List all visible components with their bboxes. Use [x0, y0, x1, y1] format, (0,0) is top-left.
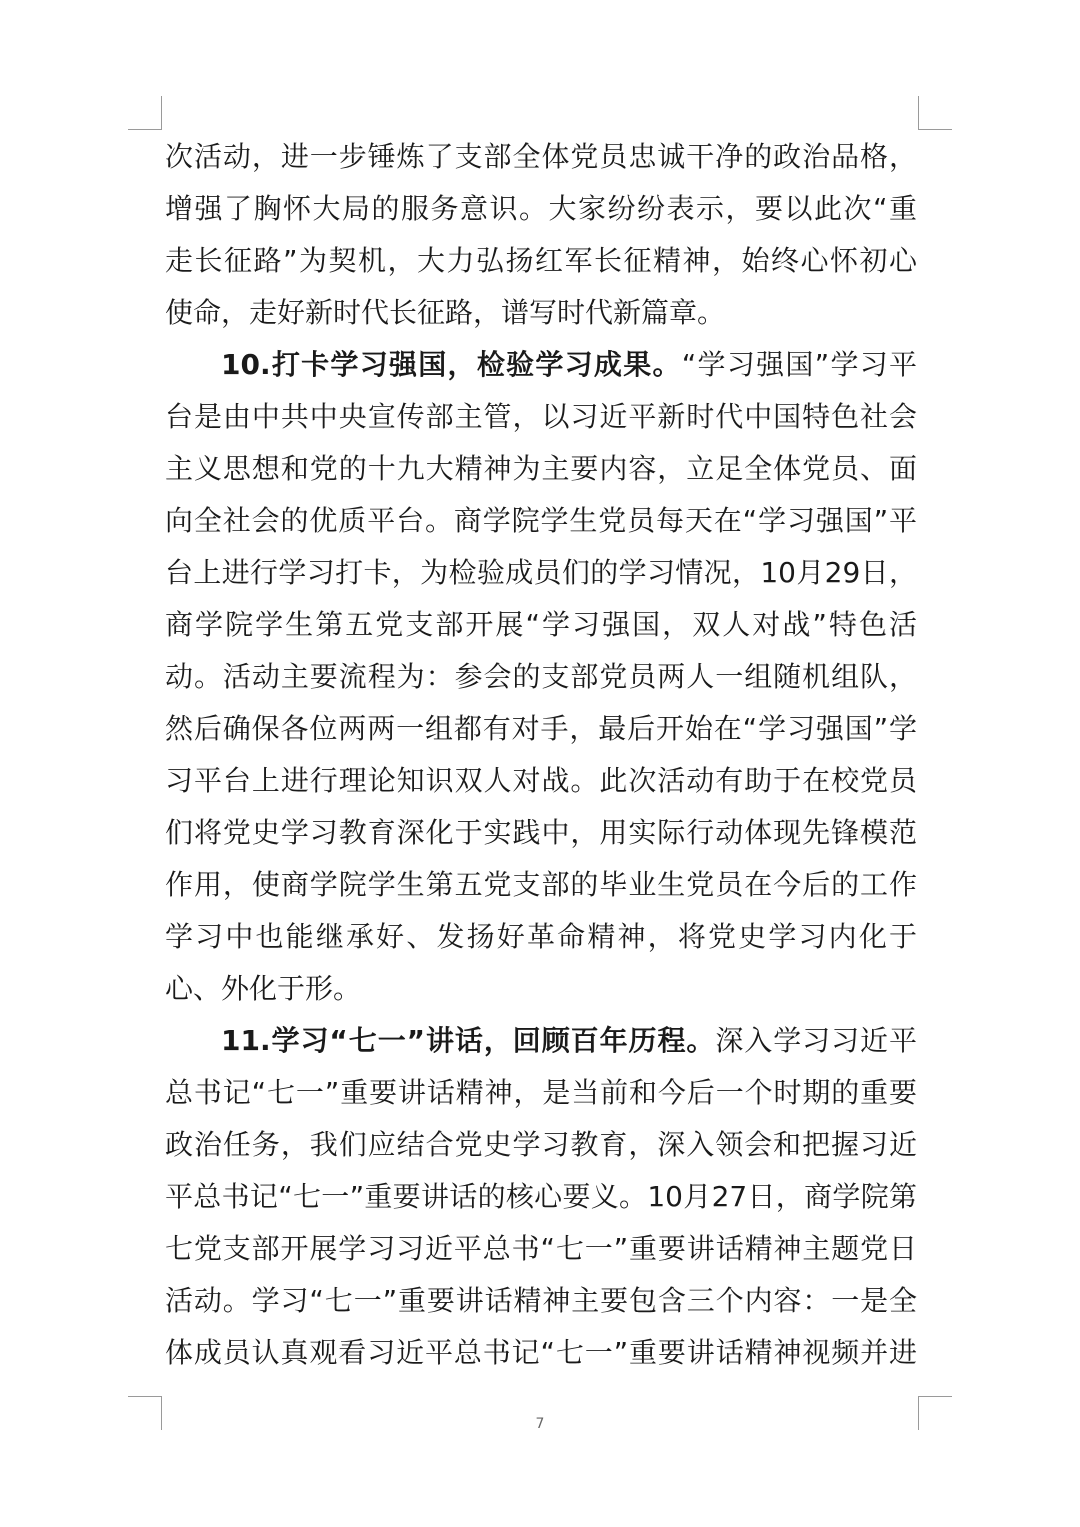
text-line: 们将党史学习教育深化于实践中，用实际行动体现先锋模范 — [165, 816, 917, 849]
text-line: 总书记“七一”重要讲话精神，是当前和今后一个时期的重要 — [165, 1076, 917, 1109]
text-line: 商学院学生第五党支部开展“学习强国，双人对战”特色活 — [165, 608, 917, 641]
crop-mark-top-left — [128, 96, 162, 130]
paragraph-first-line — [165, 1015, 917, 1067]
text-line: 走长征路”为契机，大力弘扬红军长征精神，始终心怀初心 — [165, 244, 917, 277]
document-body — [165, 131, 917, 1379]
text-line: 七党支部开展学习习近平总书“七一”重要讲话精神主题党日 — [165, 1232, 917, 1265]
text-line: 活动。学习“七一”重要讲话精神主要包含三个内容：一是全 — [165, 1284, 917, 1317]
text-run: “学习强国”学习平 — [681, 348, 917, 381]
text-line: 习平台上进行理论知识双人对战。此次活动有助于在校党员 — [165, 764, 917, 797]
text-run: 深入学习习近平 — [715, 1024, 917, 1057]
text-line: 主义思想和党的十九大精神为主要内容，立足全体党员、面 — [165, 452, 917, 485]
text-line: 学习中也能继承好、发扬好革命精神，将党史学习内化于 — [165, 920, 917, 953]
paragraph-continuation — [165, 131, 917, 339]
text-line: 次活动，进一步锤炼了支部全体党员忠诚干净的政治品格， — [165, 140, 917, 173]
text-line: 作用，使商学院学生第五党支部的毕业生党员在今后的工作 — [165, 868, 917, 901]
page-number: 7 — [535, 1416, 545, 1432]
text-line: 向全社会的优质平台。商学院学生党员每天在“学习强国”平 — [165, 504, 917, 537]
text-line: 平总书记“七一”重要讲话的核心要义。10月27日，商学院第 — [165, 1180, 917, 1213]
text-line: 体成员认真观看习近平总书记“七一”重要讲话精神视频并进 — [165, 1336, 917, 1369]
paragraph-first-line — [165, 339, 917, 391]
text-line: 动。活动主要流程为：参会的支部党员两人一组随机组队， — [165, 660, 917, 693]
text-line: 台上进行学习打卡，为检验成员们的学习情况，10月29日， — [165, 556, 917, 589]
text-line: 台是由中共中央宣传部主管，以习近平新时代中国特色社会 — [165, 400, 917, 433]
text-line: 政治任务，我们应结合党史学习教育，深入领会和把握习近 — [165, 1128, 917, 1161]
text-line: 心、外化于形。 — [165, 972, 362, 1005]
crop-mark-top-right — [918, 96, 952, 130]
text-line: 增强了胸怀大局的服务意识。大家纷纷表示，要以此次“重 — [165, 192, 917, 225]
section-heading-11: 11.学习“七一”讲话，回顾百年历程。 — [221, 1024, 716, 1057]
text-line: 使命，走好新时代长征路，谱写时代新篇章。 — [165, 296, 726, 329]
section-heading-10: 10.打卡学习强国，检验学习成果。 — [221, 348, 682, 381]
text-line: 然后确保各位两两一组都有对手，最后开始在“学习强国”学 — [165, 712, 917, 745]
paragraph-item-11 — [165, 1015, 917, 1379]
paragraph-item-10 — [165, 339, 917, 1015]
